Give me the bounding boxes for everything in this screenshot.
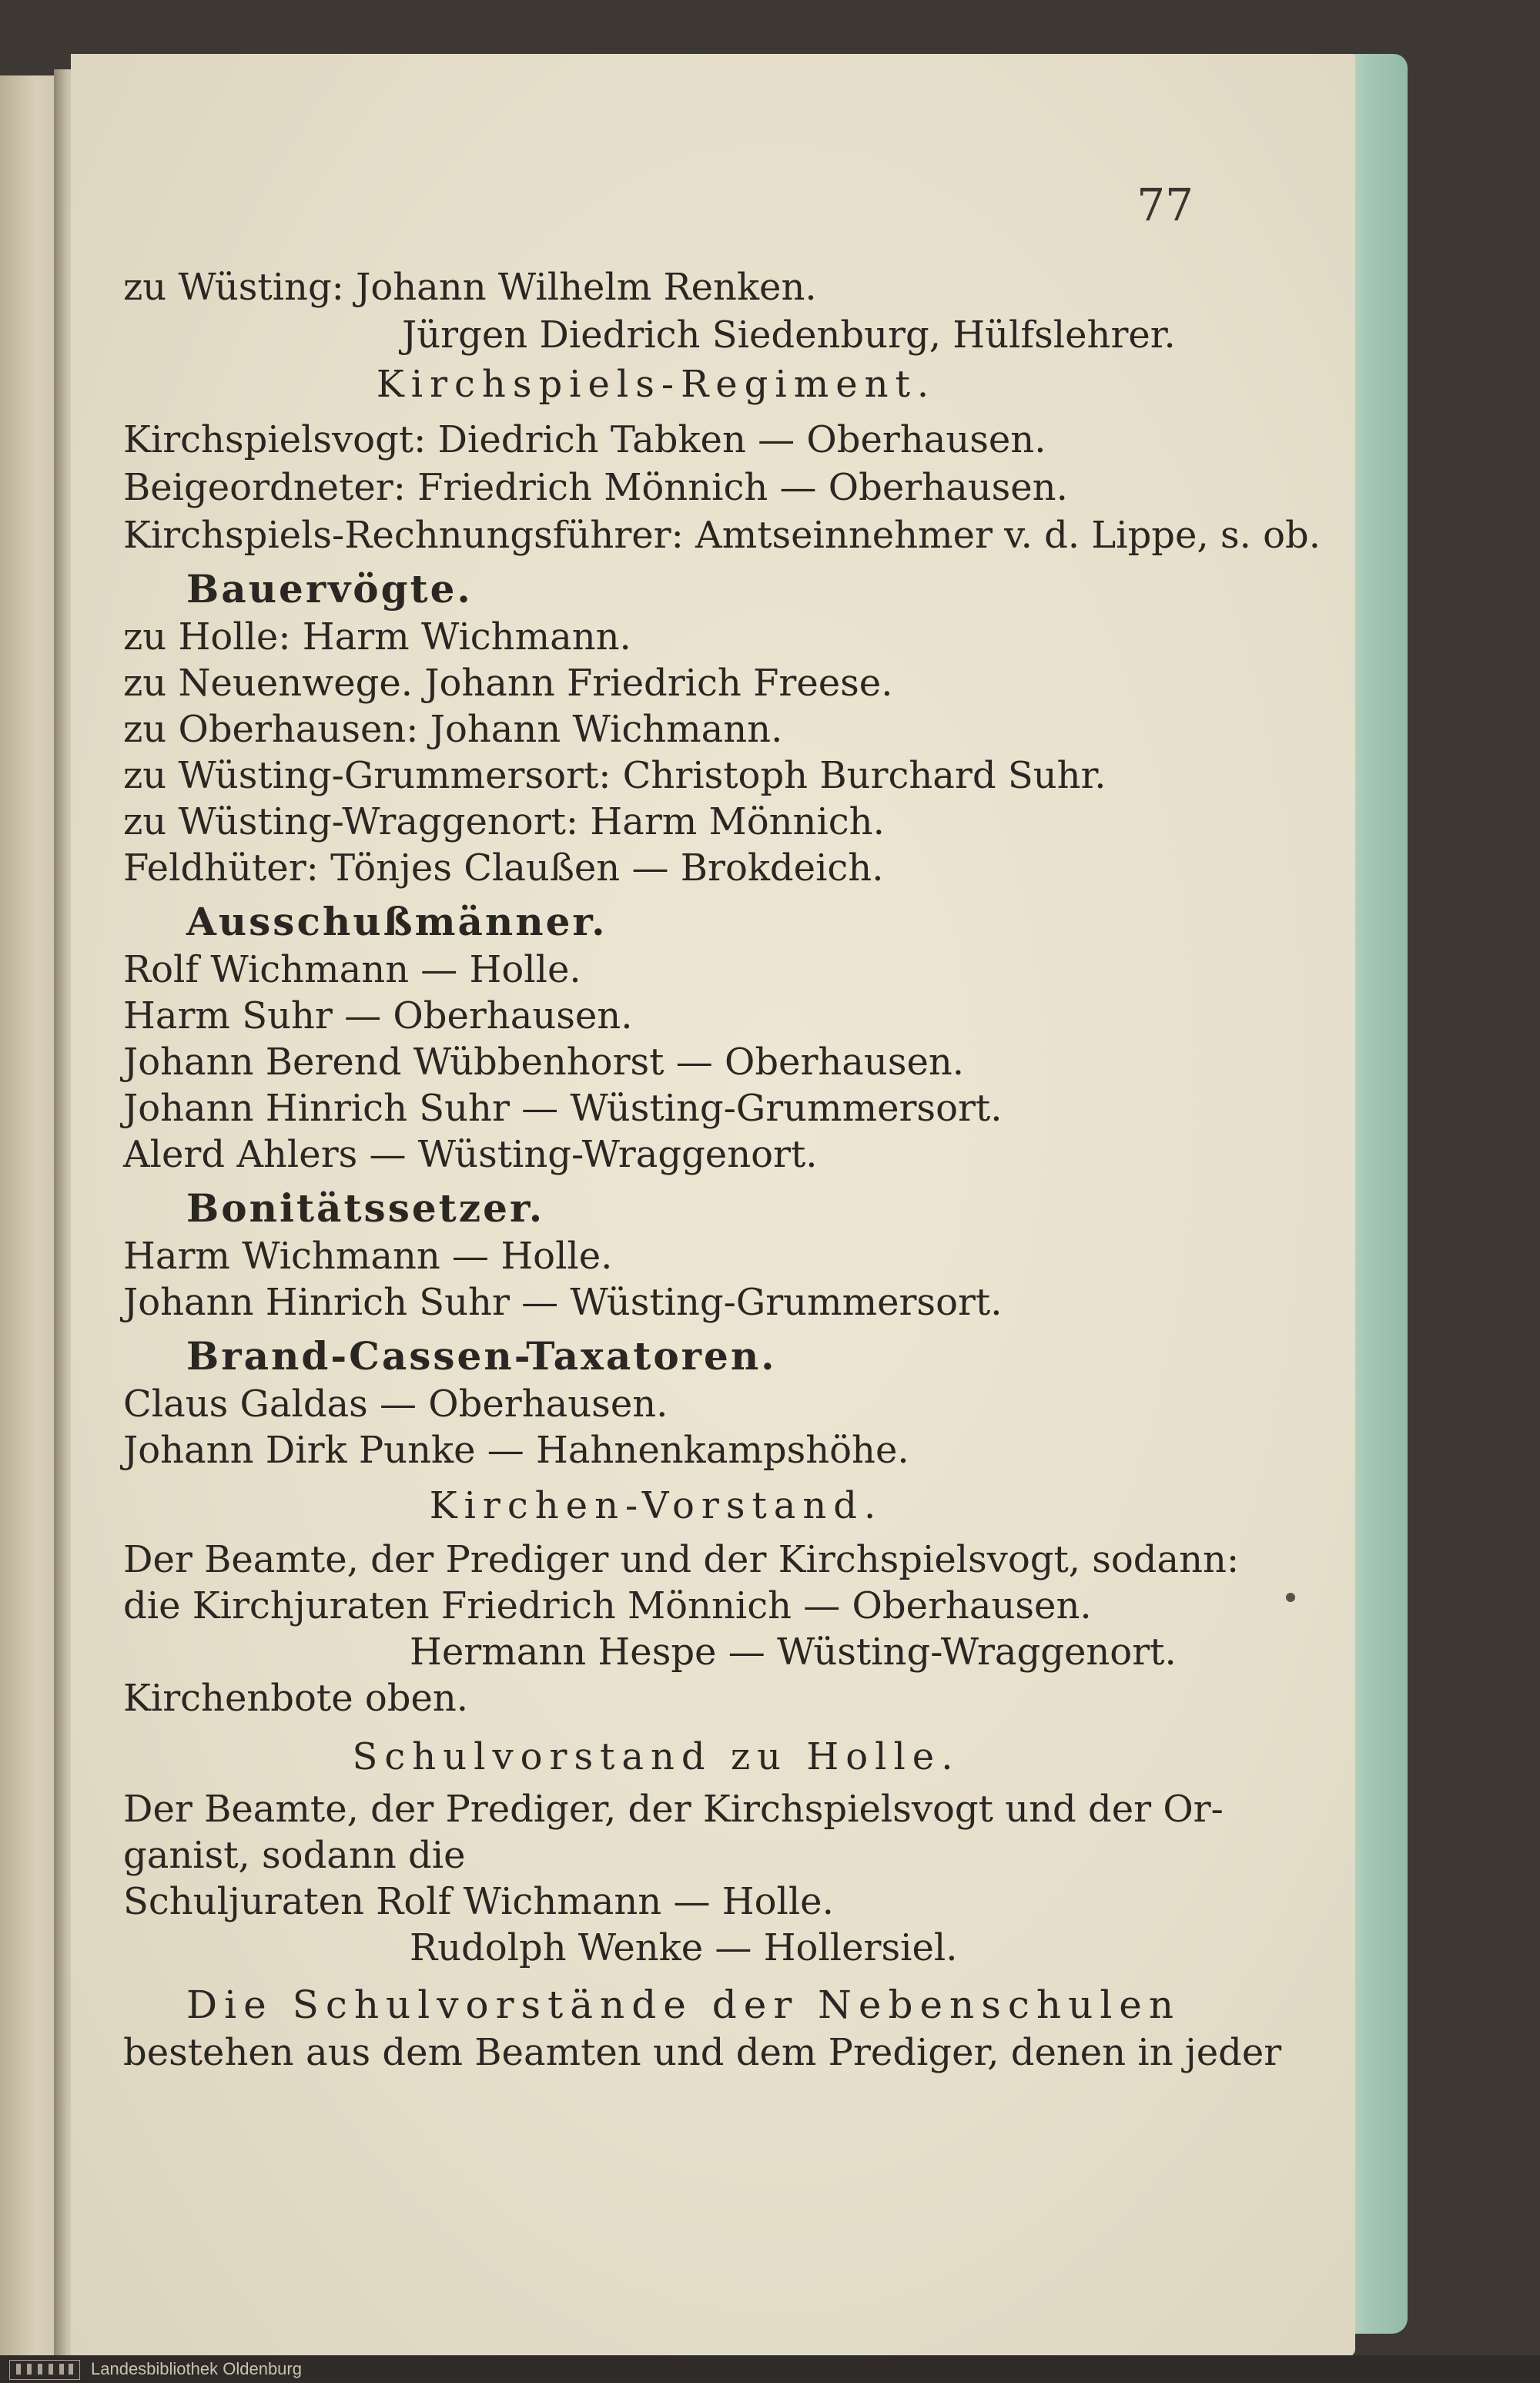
text-line: zu Holle: Harm Wichmann. (123, 615, 631, 659)
text-line: Johann Hinrich Suhr — Wüsting-Grummersort. (123, 1281, 1003, 1324)
text-line: Johann Berend Wübbenhorst — Oberhausen. (123, 1041, 965, 1084)
section-heading: Kirchspiels-Regiment. (376, 363, 936, 406)
text-line: Kirchspiels-Rechnungsführer: Amtseinnehmer v. d. Lippe, s. ob. (123, 514, 1321, 557)
text-line: zu Oberhausen: Johann Wichmann. (123, 708, 783, 751)
text-line: Schuljuraten Rolf Wichmann — Holle. (123, 1880, 834, 1923)
text-line: Johann Dirk Punke — Hahnenkampshöhe. (123, 1429, 909, 1472)
section-heading: Ausschußmänner. (186, 899, 608, 944)
text-line: Johann Hinrich Suhr — Wüsting-Grummersort. (123, 1087, 1003, 1130)
text-line: ganist, sodann die (123, 1834, 466, 1877)
text-line: Rudolph Wenke — Hollersiel. (410, 1926, 958, 1969)
text-line: zu Wüsting-Wraggenort: Harm Mönnich. (123, 800, 885, 843)
library-logo-icon (9, 2360, 80, 2380)
text-line: Hermann Hespe — Wüsting-Wraggenort. (410, 1631, 1177, 1674)
section-heading: Kirchen-Vorstand. (429, 1484, 883, 1527)
text-line: zu Wüsting: Johann Wilhelm Renken. (123, 266, 817, 309)
text-line: zu Neuenwege. Johann Friedrich Freese. (123, 662, 893, 705)
text-line: Beigeordneter: Friedrich Mönnich — Oberhausen. (123, 466, 1068, 509)
section-heading: Die Schulvorstände der Nebenschulen (186, 1982, 1181, 2027)
left-page-edge (0, 75, 60, 2355)
text-line: zu Wüsting-Grummersort: Christoph Burchard Suhr. (123, 754, 1106, 797)
text-line: Harm Suhr — Oberhausen. (123, 994, 633, 1037)
library-credit: Landesbibliothek Oldenburg (91, 2359, 302, 2378)
footer-bar (0, 2355, 1540, 2383)
text-line: Rolf Wichmann — Holle. (123, 948, 581, 991)
ink-spot (1286, 1593, 1295, 1602)
section-heading: Bonitätssetzer. (186, 1185, 545, 1231)
text-line: Kirchenbote oben. (123, 1677, 469, 1720)
page-number: 77 (1137, 179, 1194, 231)
text-line: die Kirchjuraten Friedrich Mönnich — Oberhausen. (123, 1584, 1092, 1627)
section-heading: Bauervögte. (186, 566, 473, 612)
text-line: Der Beamte, der Prediger, der Kirchspielsvogt und der Or- (123, 1788, 1224, 1831)
text-line: Jürgen Diedrich Siedenburg, Hülfslehrer. (402, 313, 1176, 357)
text-line: Alerd Ahlers — Wüsting-Wraggenort. (123, 1133, 818, 1176)
text-line: Harm Wichmann — Holle. (123, 1235, 613, 1278)
section-heading: Schulvorstand zu Holle. (352, 1735, 960, 1778)
text-line: Claus Galdas — Oberhausen. (123, 1383, 668, 1426)
section-heading: Brand-Cassen-Taxatoren. (186, 1333, 777, 1379)
text-line: Der Beamte, der Prediger und der Kirchspielsvogt, sodann: (123, 1538, 1240, 1581)
text-line: Kirchspielsvogt: Diedrich Tabken — Oberhausen. (123, 418, 1046, 461)
text-line: Feldhüter: Tönjes Claußen — Brokdeich. (123, 846, 884, 890)
text-line: bestehen aus dem Beamten und dem Prediger, denen in jeder (123, 2031, 1282, 2074)
